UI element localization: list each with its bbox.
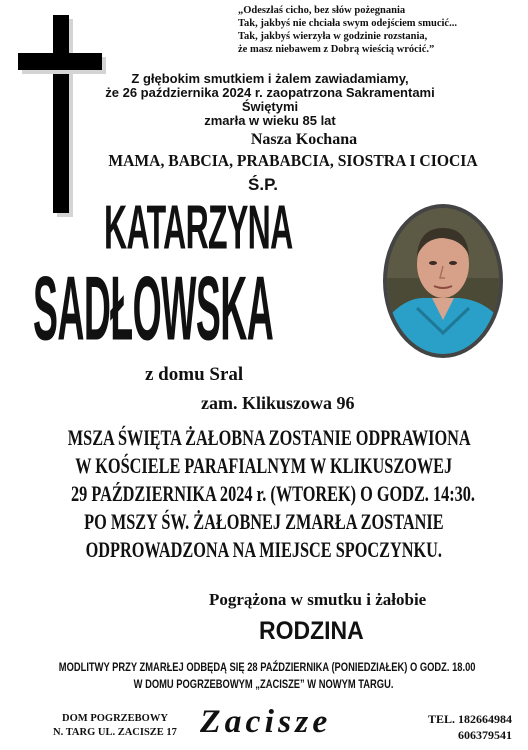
- relations: MAMA, BABCIA, PRABABCIA, SIOSTRA I CIOCIA: [108, 151, 478, 170]
- mass-line: 29 PAŹDZIERNIKA 2024 r. (WTOREK) O GODZ. 14:30.: [70, 481, 476, 506]
- quote-line: Tak, jakbyś nie chciała swym odejściem smucić...: [238, 18, 457, 29]
- mass-line: PO MSZY ŚW. ŻAŁOBNEJ ZMARŁA ZOSTANIE: [84, 509, 444, 534]
- prayers-line: MODLITWY PRZY ZMARŁEJ ODBĘDĄ SIĘ 28 PAŹDZIERNIKA (PONIEDZIAŁEK) O GODZ. 18.00: [58, 660, 476, 674]
- quote-line: „Odeszłaś cicho, bez słów pożegnania: [238, 5, 406, 16]
- phone-line: TEL. 182664984: [427, 712, 512, 726]
- last-name: SADŁOWSKA: [33, 257, 274, 360]
- prayers-info: [0, 658, 528, 692]
- mass-line: ODPROWADZONA NA MIEJSCE SPOCZYNKU.: [85, 537, 443, 562]
- footer-left-line: N. TARG UL. ZACISZE 17: [53, 727, 177, 738]
- portrait-photo: [383, 204, 503, 358]
- intro-line: że 26 października 2024 r. zaopatrzona Sakramentami Świętymi: [105, 85, 435, 114]
- intro-line: Z głębokim smutkiem i żalem zawiadamiamy,: [131, 71, 409, 86]
- family-signature: RODZINA: [259, 617, 364, 645]
- funeral-home-address: [30, 712, 200, 740]
- announcement-intro: [105, 72, 435, 128]
- nasza-kochana: Nasza Kochana: [250, 131, 358, 148]
- quote-line: Tak, jakbyś wierzyła w godzinie rozstania,: [238, 31, 428, 42]
- mass-line: W KOŚCIELE PARAFIALNYM W KLIKUSZOWEJ: [75, 453, 453, 478]
- intro-line: zmarła w wieku 85 lat: [204, 113, 336, 128]
- quote-line: że masz niebawem z Dobrą wieścią wrócić.”: [238, 44, 435, 55]
- mass-line: MSZA ŚWIĘTA ŻAŁOBNA ZOSTANIE ODPRAWIONA: [67, 425, 471, 450]
- cross-icon: [53, 15, 69, 213]
- maiden-name: z domu Sral: [145, 364, 244, 385]
- mourning-line: Pogrążona w smutku i żałobie: [209, 590, 427, 609]
- quote-poem: [238, 4, 508, 56]
- address: zam. Klikuszowa 96: [201, 393, 355, 413]
- prayers-line: W DOMU POGRZEBOWYM „ZACISZE” W NOWYM TARGU.: [134, 677, 394, 691]
- footer-phones: [392, 711, 512, 743]
- first-name: KATARZYNA: [104, 192, 293, 263]
- footer-left-line: DOM POGRZEBOWY: [62, 713, 168, 724]
- relations-wrap: [58, 151, 528, 171]
- zacisze-logo: Zacisze: [200, 704, 332, 740]
- phone-line: 606379541: [458, 728, 512, 742]
- cross-icon-bar: [18, 53, 102, 70]
- mass-info: [0, 425, 528, 565]
- sp-label: Ś.P.: [248, 175, 278, 194]
